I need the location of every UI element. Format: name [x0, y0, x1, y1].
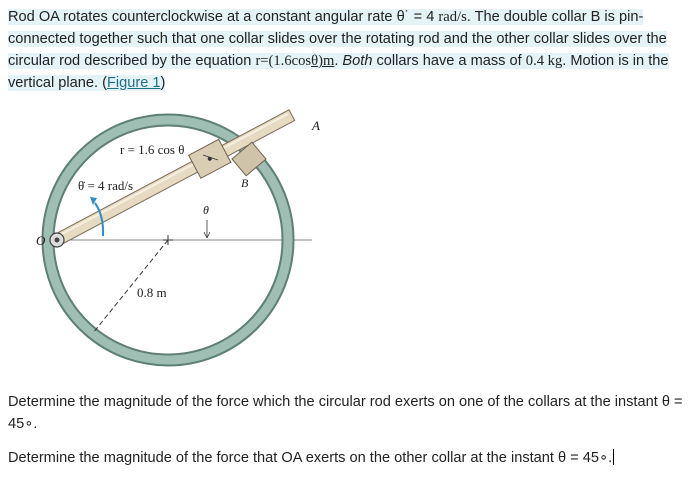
label-A: A: [312, 118, 320, 133]
pin-O-center: [55, 238, 60, 243]
equation: r=(1.6cosθ)m: [255, 53, 335, 69]
label-radius: 0.8 m: [137, 285, 167, 300]
figure-1-link[interactable]: Figure 1: [106, 75, 161, 91]
text-cursor[interactable]: [613, 449, 614, 465]
theta-arrow-head-r: [207, 232, 210, 238]
label-B: B: [241, 176, 249, 190]
theta-arrow-head-l: [204, 232, 207, 238]
rate-unit: rad/s: [438, 9, 467, 25]
label-theta: θ: [203, 203, 209, 217]
mechanism-diagram: [0, 108, 689, 378]
figure-1: [0, 108, 689, 378]
question-2: Determine the magnitude of the force that OA exerts on the other collar at the instant θ = 45∘.: [8, 450, 613, 466]
label-rate: θ̇ = 4 rad/s: [78, 178, 134, 193]
mass-value: 0.4 kg: [525, 53, 563, 69]
rod-OA-highlight: [58, 114, 288, 236]
label-r: r = 1.6 cos θ: [120, 142, 185, 157]
problem-statement: Rod OA rotates counterclockwise at a constant angular rate θ˙ = 4 rad/s. The double collar B is pin-connected together such that one collar slides over the rotating rod and the other collar slides over the circular rod described by the equation r=(1.6cosθ)m. Both collars have a mass of 0.4 kg. Motion is in the vertical plane. (Figure 1): [8, 9, 669, 91]
label-O: O: [36, 233, 46, 248]
question-1: Determine the magnitude of the force which the circular rod exerts on one of the collars at the instant θ = 45∘.: [8, 394, 683, 432]
